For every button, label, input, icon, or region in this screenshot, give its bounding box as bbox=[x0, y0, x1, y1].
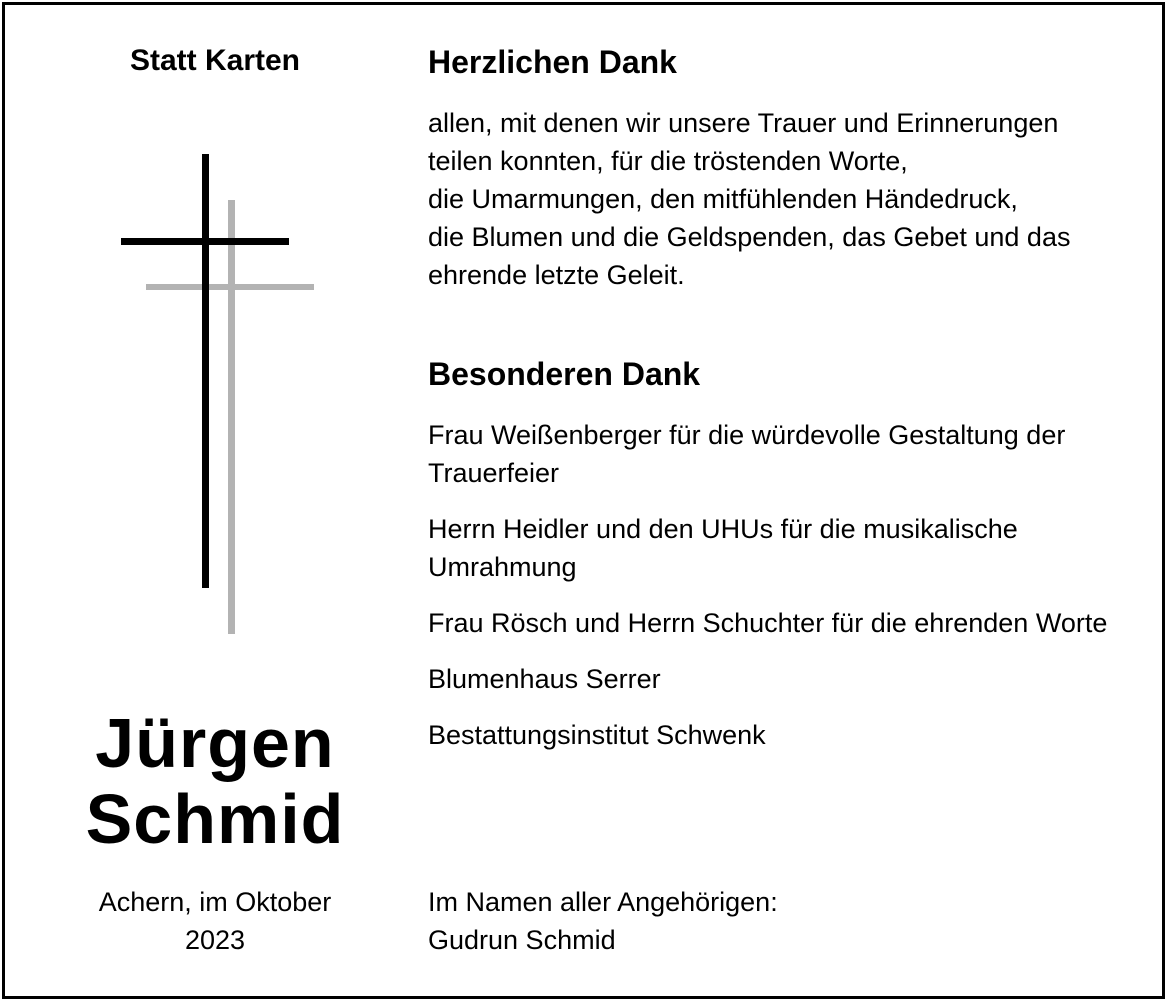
special-thanks-item: Blumenhaus Serrer bbox=[428, 664, 661, 694]
signature bbox=[428, 883, 778, 959]
thanks-line: ehrende letzte Geleit. bbox=[428, 260, 685, 290]
thanks-line: die Blumen und die Geldspenden, das Gebet und das bbox=[428, 222, 1071, 252]
thanks-line: die Umarmungen, den mitfühlenden Händedruck, bbox=[428, 184, 1018, 214]
place-date bbox=[60, 883, 370, 959]
special-thanks-heading: Besonderen Dank bbox=[428, 356, 701, 392]
cross-icon bbox=[118, 150, 318, 640]
front-cross bbox=[121, 154, 289, 588]
notice-header: Statt Karten bbox=[129, 44, 301, 77]
thanks-heading: Herzlichen Dank bbox=[428, 44, 677, 80]
special-thanks-list bbox=[428, 416, 1148, 772]
special-thanks-item: Frau Rösch und Herrn Schuchter für die ehrenden Worte bbox=[428, 608, 1108, 638]
special-thanks-item: Herrn Heidler und den UHUs für die musikalische Umrahmung bbox=[428, 514, 1018, 582]
signature-name: Gudrun Schmid bbox=[428, 925, 616, 955]
deceased-first-name: Jürgen bbox=[95, 704, 335, 782]
year-line: 2023 bbox=[184, 925, 246, 955]
thanks-text bbox=[428, 104, 1070, 294]
thanks-line: allen, mit denen wir unsere Trauer und Erinnerungen bbox=[428, 108, 1059, 138]
place-line: Achern, im Oktober bbox=[98, 887, 332, 917]
back-cross bbox=[146, 200, 314, 634]
special-thanks-item: Frau Weißenberger für die würdevolle Gestaltung der Trauerfeier bbox=[428, 420, 1066, 488]
deceased-name bbox=[40, 705, 390, 857]
signature-intro: Im Namen aller Angehörigen: bbox=[428, 887, 778, 917]
thanks-line: teilen konnten, für die tröstenden Worte, bbox=[428, 146, 908, 176]
special-thanks-item: Bestattungsinstitut Schwenk bbox=[428, 720, 766, 750]
deceased-last-name: Schmid bbox=[85, 780, 345, 858]
